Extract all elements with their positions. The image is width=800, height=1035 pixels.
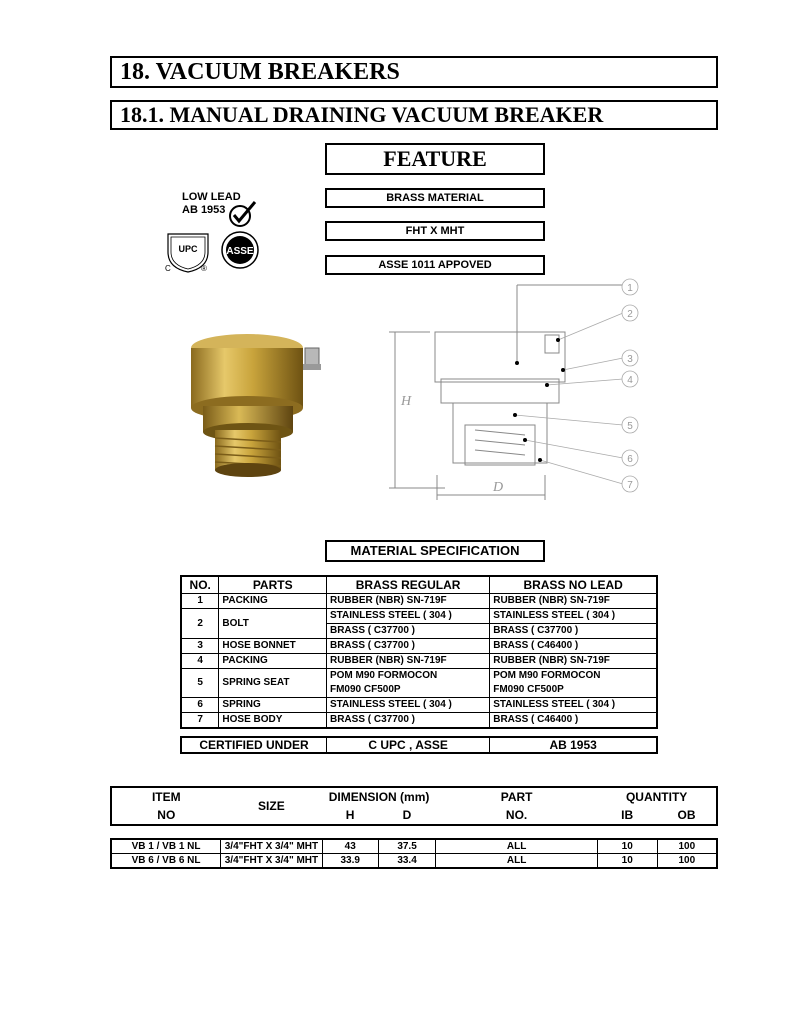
section-title: 18. VACUUM BREAKERS bbox=[110, 56, 718, 88]
checkmark-icon bbox=[228, 200, 258, 228]
row-no: 1 bbox=[181, 594, 219, 609]
row-d: 33.4 bbox=[378, 854, 436, 869]
row-nolead: FM090 CF500P bbox=[490, 683, 657, 698]
low-lead-line1: LOW LEAD bbox=[182, 191, 241, 203]
row-nolead: BRASS ( C46400 ) bbox=[490, 639, 657, 654]
product-photo bbox=[185, 330, 325, 490]
row-no: 2 bbox=[181, 609, 219, 639]
dim-d-label: D bbox=[493, 480, 504, 495]
certified-label: CERTIFIED UNDER bbox=[181, 737, 327, 753]
row-ob: 100 bbox=[657, 839, 717, 854]
table-row bbox=[111, 854, 717, 869]
callout-5: 5 bbox=[627, 421, 633, 432]
row-part: BOLT bbox=[219, 609, 327, 639]
row-part: SPRING SEAT bbox=[219, 669, 327, 698]
row-no: 5 bbox=[181, 669, 219, 698]
callout-7: 7 bbox=[627, 480, 633, 491]
row-nolead: RUBBER (NBR) SN-719F bbox=[490, 594, 657, 609]
asse-logo-icon bbox=[220, 230, 260, 270]
c-mark: C bbox=[165, 264, 171, 273]
hdr-ob: OB bbox=[677, 808, 696, 822]
dimension-header-table bbox=[110, 786, 718, 826]
row-regular: BRASS ( C37700 ) bbox=[326, 624, 489, 639]
table-row bbox=[181, 639, 657, 654]
row-nolead: BRASS ( C46400 ) bbox=[490, 713, 657, 729]
upc-text: UPC bbox=[178, 244, 198, 254]
row-part: PACKING bbox=[219, 594, 327, 609]
table-row bbox=[181, 737, 657, 753]
callout-3: 3 bbox=[627, 354, 633, 365]
dimension-rows-table bbox=[110, 838, 718, 869]
hdr-ib: IB bbox=[621, 808, 634, 822]
row-part: PACKING bbox=[219, 654, 327, 669]
row-d: 37.5 bbox=[378, 839, 436, 854]
col-no: NO. bbox=[181, 576, 219, 594]
row-item: VB 1 / VB 1 NL bbox=[111, 839, 221, 854]
row-regular: BRASS ( C37700 ) bbox=[326, 639, 489, 654]
row-regular: FM090 CF500P bbox=[326, 683, 489, 698]
hdr-quantity: QUANTITY bbox=[625, 790, 688, 804]
table-row bbox=[181, 594, 657, 609]
row-regular: RUBBER (NBR) SN-719F bbox=[326, 594, 489, 609]
certified-regular: C UPC , ASSE bbox=[327, 737, 490, 753]
row-ib: 10 bbox=[597, 854, 657, 869]
table-header-row bbox=[181, 576, 657, 594]
technical-drawing bbox=[385, 275, 650, 505]
table-row bbox=[181, 698, 657, 713]
certified-under-table bbox=[180, 736, 658, 754]
r-mark: ® bbox=[201, 264, 207, 273]
low-lead-line2: AB 1953 bbox=[182, 204, 226, 216]
hdr-d: D bbox=[402, 808, 412, 822]
dim-h-label: H bbox=[401, 394, 412, 409]
row-nolead: BRASS ( C37700 ) bbox=[490, 624, 657, 639]
row-ib: 10 bbox=[597, 839, 657, 854]
feature-item-asse: ASSE 1011 APPOVED bbox=[325, 255, 545, 275]
feature-heading: FEATURE bbox=[325, 143, 545, 175]
hdr-dimension: DIMENSION (mm) bbox=[328, 790, 430, 804]
row-part: ALL bbox=[436, 854, 597, 869]
row-regular: STAINLESS STEEL ( 304 ) bbox=[326, 698, 489, 713]
row-no: 3 bbox=[181, 639, 219, 654]
row-h: 33.9 bbox=[322, 854, 378, 869]
callout-1: 1 bbox=[627, 283, 633, 294]
row-part: HOSE BONNET bbox=[219, 639, 327, 654]
row-nolead: POM M90 FORMOCON bbox=[490, 669, 657, 684]
table-header-row bbox=[111, 787, 717, 806]
row-h: 43 bbox=[322, 839, 378, 854]
material-spec-heading: MATERIAL SPECIFICATION bbox=[325, 540, 545, 562]
certified-nolead: AB 1953 bbox=[490, 737, 657, 753]
subsection-title: 18.1. MANUAL DRAINING VACUUM BREAKER bbox=[110, 100, 718, 130]
table-header-row bbox=[111, 806, 717, 825]
row-nolead: RUBBER (NBR) SN-719F bbox=[490, 654, 657, 669]
hdr-size: SIZE bbox=[258, 799, 285, 813]
col-brass-no-lead: BRASS NO LEAD bbox=[490, 576, 657, 594]
row-size: 3/4"FHT X 3/4" MHT bbox=[221, 839, 323, 854]
row-part: SPRING bbox=[219, 698, 327, 713]
material-spec-table bbox=[180, 575, 658, 729]
callout-2: 2 bbox=[627, 309, 633, 320]
row-no: 6 bbox=[181, 698, 219, 713]
table-row bbox=[181, 669, 657, 684]
row-ob: 100 bbox=[657, 854, 717, 869]
feature-item-fht: FHT X MHT bbox=[325, 221, 545, 241]
row-no: 4 bbox=[181, 654, 219, 669]
row-nolead: STAINLESS STEEL ( 304 ) bbox=[490, 698, 657, 713]
callout-4: 4 bbox=[627, 375, 633, 386]
table-row bbox=[181, 713, 657, 729]
row-no: 7 bbox=[181, 713, 219, 729]
feature-item-brass: BRASS MATERIAL bbox=[325, 188, 545, 208]
hdr-part-no: NO. bbox=[505, 808, 528, 822]
row-regular: BRASS ( C37700 ) bbox=[326, 713, 489, 729]
row-regular: RUBBER (NBR) SN-719F bbox=[326, 654, 489, 669]
table-row bbox=[181, 609, 657, 624]
row-regular: STAINLESS STEEL ( 304 ) bbox=[326, 609, 489, 624]
asse-text: ASSE bbox=[226, 246, 254, 257]
row-part: HOSE BODY bbox=[219, 713, 327, 729]
row-item: VB 6 / VB 6 NL bbox=[111, 854, 221, 869]
col-brass-regular: BRASS REGULAR bbox=[326, 576, 489, 594]
hdr-item: ITEM bbox=[151, 790, 181, 804]
hdr-h: H bbox=[345, 808, 355, 822]
hdr-part: PART bbox=[500, 790, 533, 804]
table-row bbox=[111, 839, 717, 854]
row-regular: POM M90 FORMOCON bbox=[326, 669, 489, 684]
col-parts: PARTS bbox=[219, 576, 327, 594]
row-part: ALL bbox=[436, 839, 597, 854]
table-row bbox=[181, 654, 657, 669]
row-size: 3/4"FHT X 3/4" MHT bbox=[221, 854, 323, 869]
hdr-no: NO bbox=[157, 808, 176, 822]
callout-6: 6 bbox=[627, 454, 633, 465]
row-nolead: STAINLESS STEEL ( 304 ) bbox=[490, 609, 657, 624]
